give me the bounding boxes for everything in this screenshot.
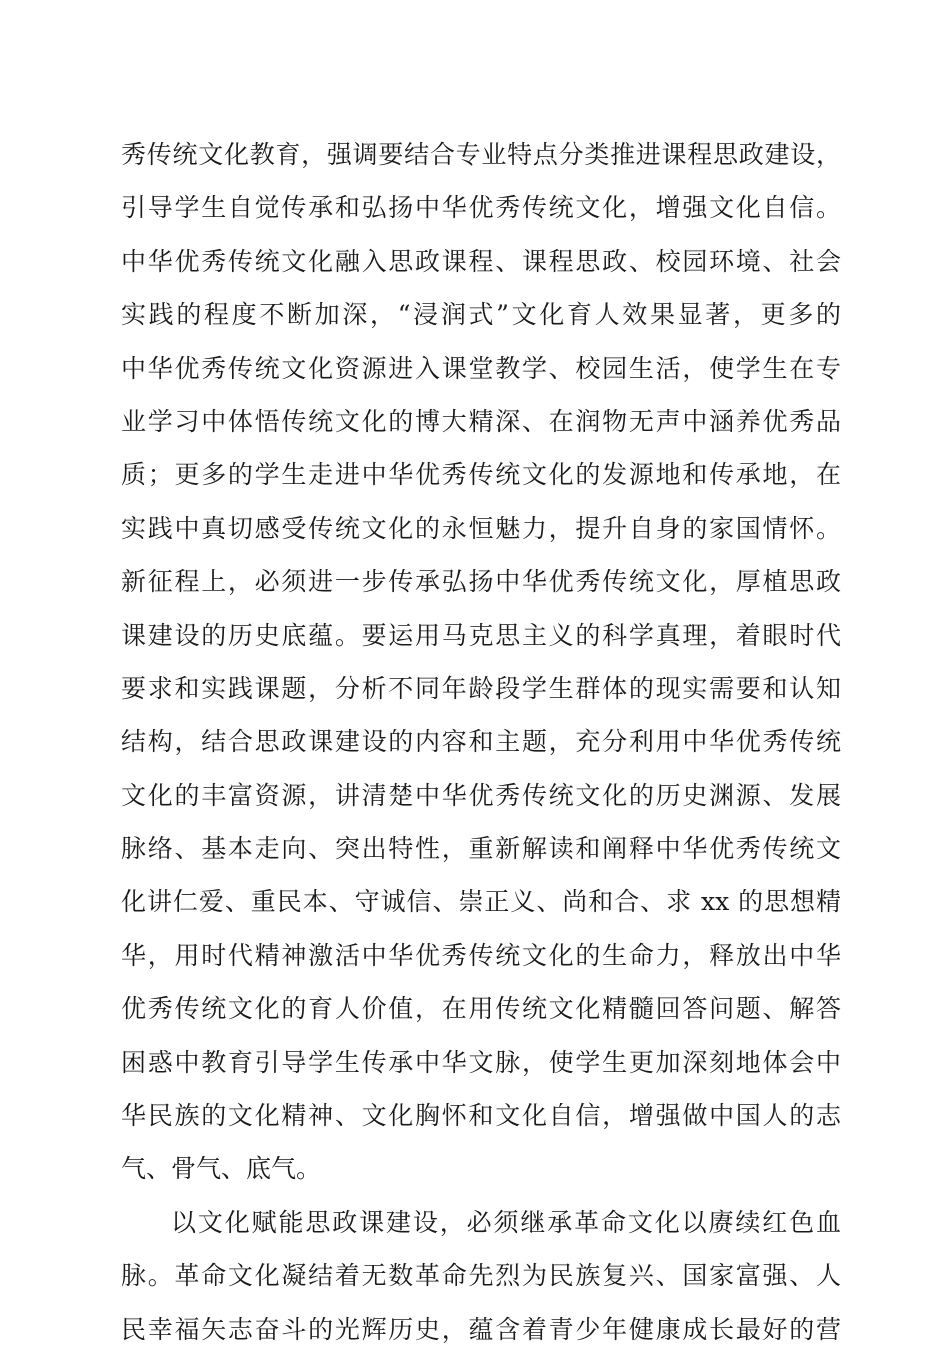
text-line: 脉络、基本走向、突出特性，重新解读和阐释中华优秀传统文: [121, 834, 841, 864]
text-line: 实践中真切感受传统文化的永恒魅力，提升自身的家国情怀。: [121, 513, 841, 543]
text-line: 文化的丰富资源，讲清楚中华优秀传统文化的历史渊源、发展: [121, 780, 841, 810]
text-line: 质；更多的学生走进中华优秀传统文化的发源地和传承地，在: [121, 460, 841, 490]
paragraph-end-line: 气、骨气、底气。: [121, 1154, 322, 1184]
text-line: 优秀传统文化的育人价值，在用传统文化精髓回答问题、解答: [121, 994, 841, 1024]
text-line: 引导学生自觉传承和弘扬中华优秀传统文化，增强文化自信。: [121, 193, 841, 223]
text-line: 华，用时代精神激活中华优秀传统文化的生命力，释放出中华: [121, 940, 841, 970]
text-line: 化讲仁爱、重民本、守诚信、崇正义、尚和合、求 xx 的思想精: [121, 887, 841, 917]
text-line: 实践的程度不断加深，“浸润式”文化育人效果显著，更多的: [121, 300, 841, 330]
text-line: 业学习中体悟传统文化的博大精深、在润物无声中涵养优秀品: [121, 406, 841, 436]
text-line: 课建设的历史底蕴。要运用马克思主义的科学真理，着眼时代: [121, 620, 841, 650]
text-line: 华民族的文化精神、文化胸怀和文化自信，增强做中国人的志: [121, 1101, 841, 1131]
text-line: 脉。革命文化凝结着无数革命先烈为民族复兴、国家富强、人: [121, 1261, 841, 1291]
text-line: 中华优秀传统文化资源进入课堂教学、校园生活，使学生在专: [121, 353, 841, 383]
text-line: 秀传统文化教育，强调要结合专业特点分类推进课程思政建设，: [121, 140, 841, 169]
text-line: 结构，结合思政课建设的内容和主题，充分利用中华优秀传统: [121, 727, 841, 757]
text-line: 中华优秀传统文化融入思政课程、课程思政、校园环境、社会: [121, 246, 841, 276]
text-line: 困惑中教育引导学生传承中华文脉，使学生更加深刻地体会中: [121, 1047, 841, 1077]
text-line: 新征程上，必须进一步传承弘扬中华优秀传统文化，厚植思政: [121, 567, 841, 597]
text-line: 要求和实践课题，分析不同年龄段学生群体的现实需要和认知: [121, 673, 841, 703]
text-line: 民幸福矢志奋斗的光辉历史，蕴含着青少年健康成长最好的营: [121, 1314, 841, 1344]
body-text: [121, 128, 841, 1356]
paragraph-start-line: 以文化赋能思政课建设，必须继承革命文化以赓续红色血: [171, 1207, 841, 1237]
